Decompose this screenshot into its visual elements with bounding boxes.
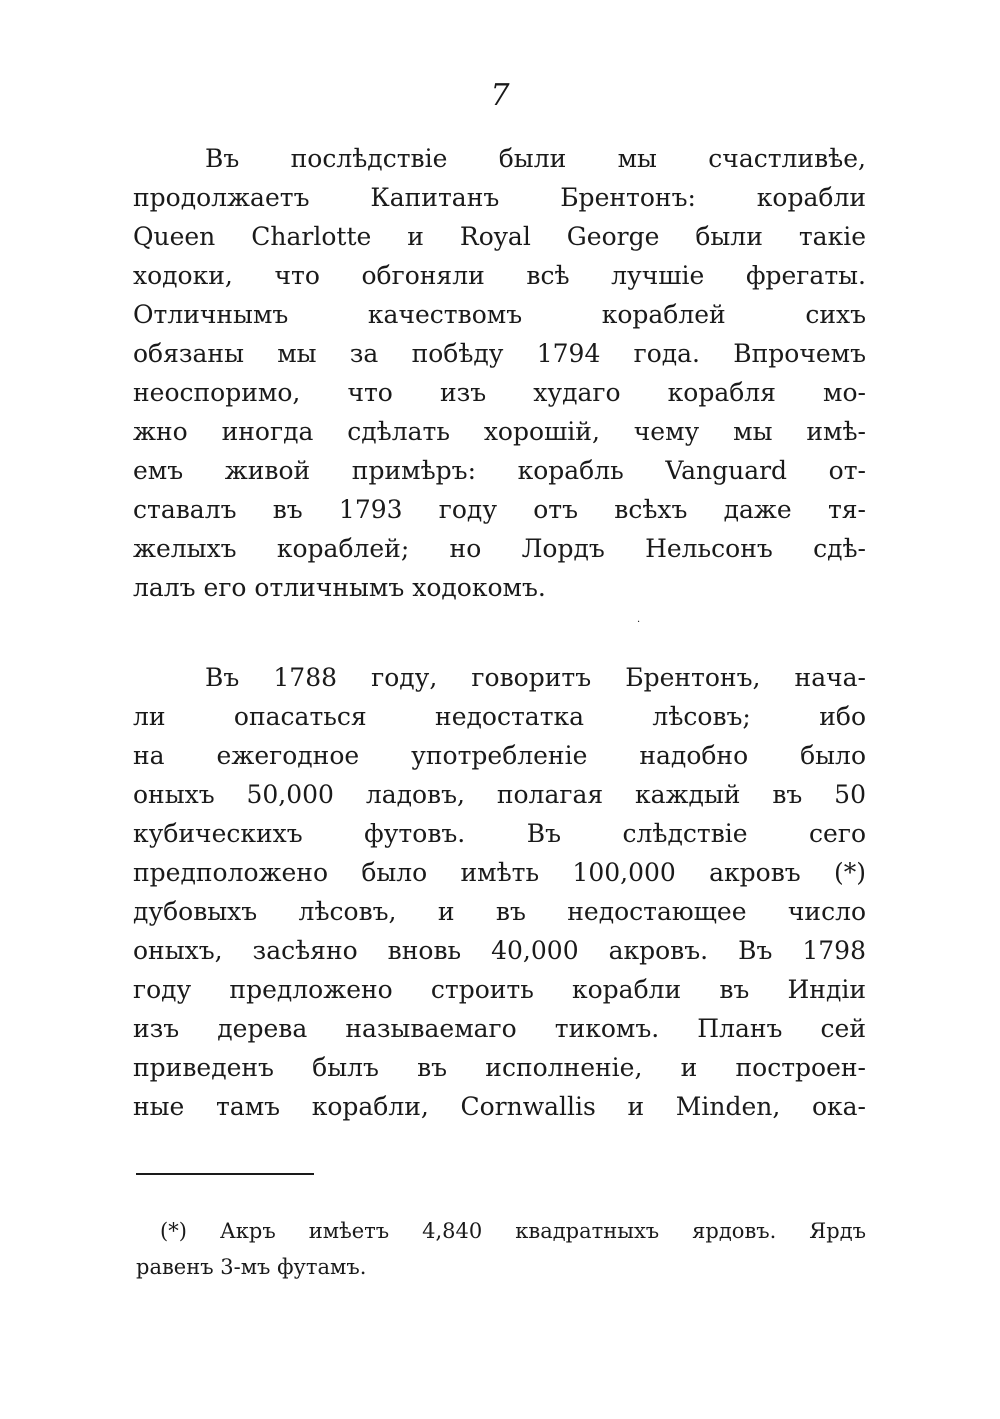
text-line: предположено было имѣть 100,000 акровъ (*) bbox=[133, 858, 866, 887]
footnote bbox=[136, 1213, 866, 1285]
text-line: приведенъ былъ въ исполненіе, и построен- bbox=[133, 1053, 866, 1082]
text-line: изъ дерева называемаго тикомъ. Планъ сей bbox=[133, 1014, 866, 1043]
text-line: неоспоримо, что изъ худаго корабля мо- bbox=[133, 378, 866, 407]
text-line: году предложено строить корабли въ Индіи bbox=[133, 975, 866, 1004]
paragraph-1 bbox=[133, 139, 866, 607]
text-line: желыхъ кораблей; но Лордъ Нельсонъ сдѣ- bbox=[133, 534, 866, 563]
ink-speck: · bbox=[637, 617, 641, 628]
text-line: лалъ его отличнымъ ходокомъ. bbox=[133, 573, 546, 602]
text-line: продолжаетъ Капитанъ Брентонъ: корабли bbox=[133, 183, 866, 212]
footnote-line: равенъ 3-мъ футамъ. bbox=[136, 1255, 367, 1279]
page-number: 7 bbox=[490, 78, 510, 113]
footnote-divider bbox=[136, 1173, 314, 1175]
text-line: ставалъ въ 1793 году отъ всѣхъ даже тя- bbox=[133, 495, 866, 524]
text-line: Queen Charlotte и Royal George были такіе bbox=[133, 222, 866, 251]
text-line: на ежегодное употребленіе надобно было bbox=[133, 741, 866, 770]
footnote-line: (*) Акръ имѣетъ 4,840 квадратныхъ ярдовъ. Ярдъ bbox=[160, 1219, 866, 1243]
text-line: Отличнымъ качествомъ кораблей сихъ bbox=[133, 300, 866, 329]
text-line: обязаны мы за побѣду 1794 года. Впрочемъ bbox=[133, 339, 866, 368]
text-line: оныхъ 50,000 ладовъ, полагая каждый въ 50 bbox=[133, 780, 866, 809]
text-line: дубовыхъ лѣсовъ, и въ недостающее число bbox=[133, 897, 866, 926]
text-line: кубическихъ футовъ. Въ слѣдствіе сего bbox=[133, 819, 866, 848]
text-line: ные тамъ корабли, Cornwallis и Minden, ока- bbox=[133, 1092, 866, 1121]
text-line: ходоки, что обгоняли всѣ лучшіе фрегаты. bbox=[133, 261, 866, 290]
text-line: оныхъ, засѣяно вновь 40,000 акровъ. Въ 1798 bbox=[133, 936, 866, 965]
text-line: емъ живой примѣръ: корабль Vanguard от- bbox=[133, 456, 866, 485]
text-line: Въ послѣдствіе были мы счастливѣе, bbox=[205, 144, 866, 173]
paragraph-2 bbox=[133, 658, 866, 1126]
text-line: ли опасаться недостатка лѣсовъ; ибо bbox=[133, 702, 866, 731]
text-line: жно иногда сдѣлать хорошій, чему мы имѣ- bbox=[133, 417, 866, 446]
text-line: Въ 1788 году, говоритъ Брентонъ, нача- bbox=[205, 663, 866, 692]
